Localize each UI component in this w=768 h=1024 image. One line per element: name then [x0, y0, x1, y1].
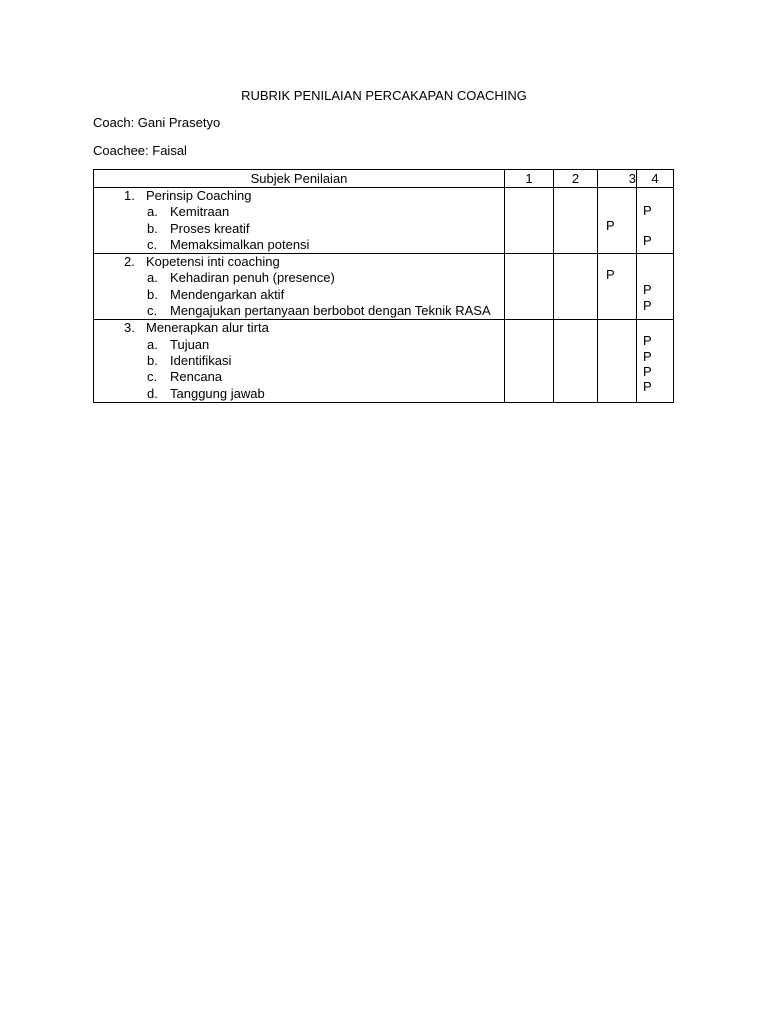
- section-1-score-1: [505, 188, 554, 254]
- item-text: Mengajukan pertanyaan berbobot dengan Teknik RASA: [170, 303, 491, 319]
- section-3-score-1: [505, 320, 554, 402]
- section-1-subject: [94, 188, 505, 254]
- item-text: Kehadiran penuh (presence): [170, 270, 335, 286]
- item-letter: c.: [147, 369, 158, 385]
- item-letter: c.: [147, 236, 158, 252]
- section-1-score-4: [637, 188, 674, 254]
- table-row: [94, 254, 674, 320]
- header-score-2: 2: [554, 170, 598, 188]
- header-score-3: 3: [598, 170, 637, 188]
- score-mark: P: [643, 379, 652, 395]
- score-mark: P: [643, 364, 652, 380]
- item-text: Rencana: [170, 369, 223, 385]
- table-row: [94, 320, 674, 402]
- score-mark: P: [643, 203, 652, 218]
- item-text: Tujuan: [170, 336, 210, 352]
- section-3-score-2: [554, 320, 598, 402]
- item-letter: a.: [147, 336, 158, 352]
- section-number: 3.: [124, 320, 135, 336]
- score-mark: P: [606, 267, 615, 283]
- item-letter: b.: [147, 352, 158, 368]
- table-header-row: [94, 170, 674, 188]
- item-text: Memaksimalkan potensi: [170, 236, 310, 252]
- section-2-score-4: [637, 254, 674, 320]
- section-2-score-2: [554, 254, 598, 320]
- section-3-score-4: [637, 320, 674, 402]
- item-letter: c.: [147, 303, 158, 319]
- score-mark: P: [643, 298, 652, 314]
- header-subject: Subjek Penilaian: [94, 170, 505, 188]
- score-mark: P: [643, 282, 652, 298]
- rubric-table: [93, 169, 674, 403]
- section-2-score-3: [598, 254, 637, 320]
- section-3-subject: [94, 320, 505, 402]
- section-1-score-2: [554, 188, 598, 254]
- item-letter: a.: [147, 204, 158, 220]
- header-score-1: 1: [505, 170, 554, 188]
- section-1-score-3: [598, 188, 637, 254]
- item-text: Identifikasi: [170, 352, 232, 368]
- header-score-4: 4: [637, 170, 674, 188]
- item-text: Mendengarkan aktif: [170, 286, 285, 302]
- item-letter: b.: [147, 286, 158, 302]
- document-title: RUBRIK PENILAIAN PERCAKAPAN COACHING: [241, 88, 527, 103]
- section-title: Menerapkan alur tirta: [146, 320, 269, 336]
- item-letter: d.: [147, 385, 158, 401]
- table-row: [94, 188, 674, 254]
- section-title: Kopetensi inti coaching: [146, 254, 280, 270]
- score-mark: P: [606, 218, 615, 233]
- section-number: 2.: [124, 254, 135, 270]
- item-text: Kemitraan: [170, 204, 230, 220]
- section-3-score-3: [598, 320, 637, 402]
- section-2-score-1: [505, 254, 554, 320]
- coachee-line: Coachee: Faisal: [93, 143, 187, 158]
- score-mark: P: [643, 333, 652, 349]
- coach-line: Coach: Gani Prasetyo: [93, 115, 221, 130]
- item-text: Tanggung jawab: [170, 385, 265, 401]
- item-text: Proses kreatif: [170, 220, 250, 236]
- section-2-subject: [94, 254, 505, 320]
- score-mark: P: [643, 349, 652, 365]
- section-number: 1.: [124, 188, 135, 203]
- score-mark: P: [643, 233, 652, 248]
- item-letter: a.: [147, 270, 158, 286]
- section-title: Perinsip Coaching: [146, 188, 252, 203]
- item-letter: b.: [147, 220, 158, 236]
